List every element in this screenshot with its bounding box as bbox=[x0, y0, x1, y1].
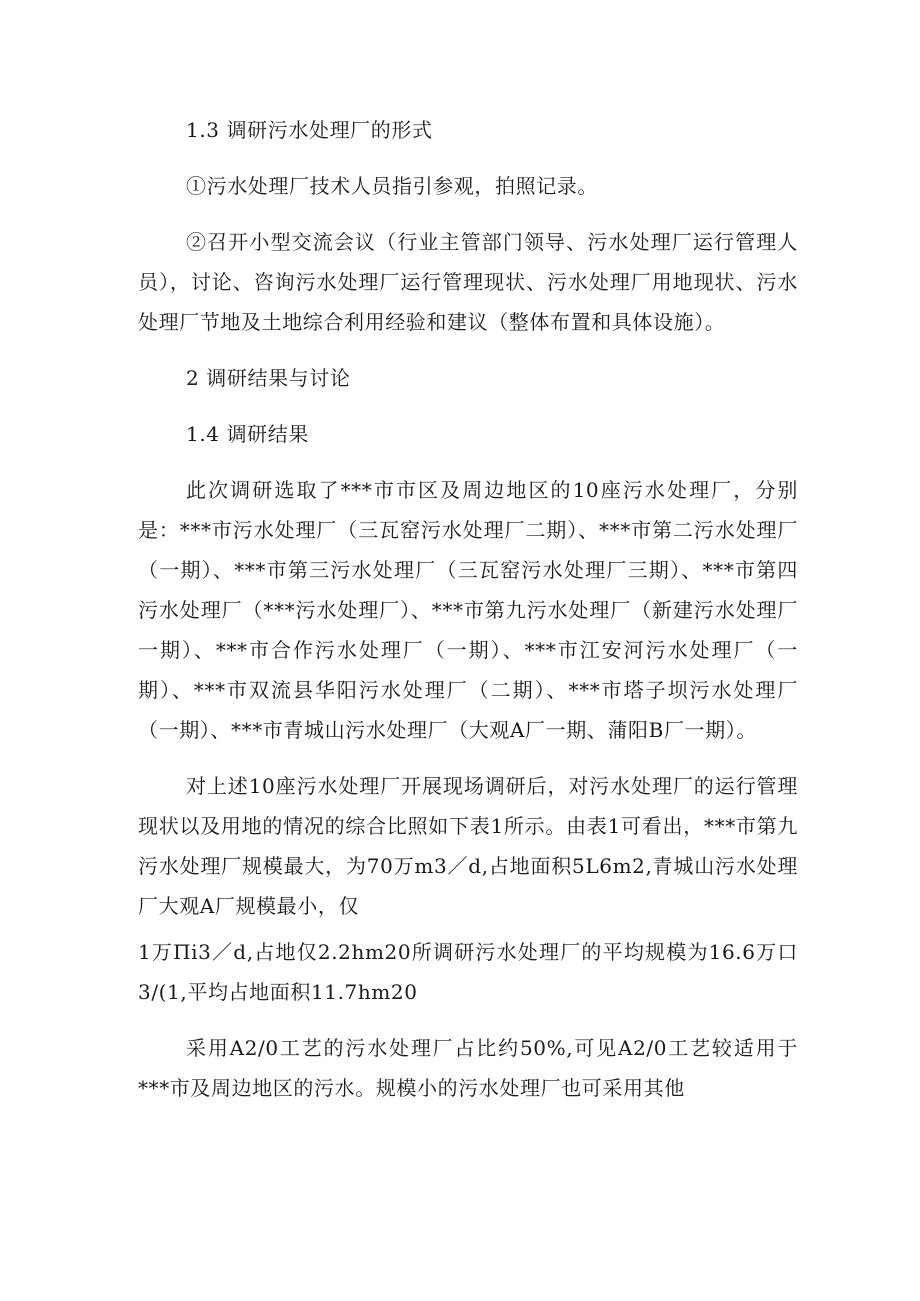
section-heading-1-3: 1.3 调研污水处理厂的形式 bbox=[186, 118, 433, 142]
section-heading-2: 2 调研结果与讨论 bbox=[186, 366, 351, 390]
paragraph-a2o-process: 采用A2/0工艺的污水处理厂占比约50%,可见A2/0工艺较适用于***市及周边地区的污水。规模小的污水处理厂也可采用其他 bbox=[138, 1036, 798, 1100]
section-heading-1-4: 1.4 调研结果 bbox=[186, 422, 309, 446]
paragraph-item-2: ②召开小型交流会议（行业主管部门领导、污水处理厂运行管理人员），讨论、咨询污水处理厂运行管理现状、污水处理厂用地现状、污水处理厂节地及土地综合利用经验和建议（整体布置和具体设施）。 bbox=[138, 230, 798, 334]
paragraph-survey-comparison: 对上述10座污水处理厂开展现场调研后，对污水处理厂的运行管理现状以及用地的情况的综合比照如下表1所示。由表1可看出，***市第九污水处理厂规模最大，为70万m3／d,占地面积5L6m2,青城山污水处理厂大观A厂规模最小，仅 bbox=[138, 774, 798, 918]
paragraph-survey-list: 此次调研选取了***市市区及周边地区的10座污水处理厂，分别是：***市污水处理厂（三瓦窑污水处理厂二期）、***市第二污水处理厂（一期）、***市第三污水处理厂（三瓦窑污水处理厂三期）、***市第四污水处理厂（***污水处理厂）、***市第九污水处理厂（新建污水处理厂一期）、***市合作污水处理厂（一期）、***市江安河污水处理厂（一期）、***市双流县华阳污水处理厂（二期）、***市塔子坝污水处理厂（一期）、***市青城山污水处理厂（大观A厂一期、蒲阳B厂一期）。 bbox=[138, 478, 798, 742]
document-page bbox=[138, 110, 798, 1124]
paragraph-average-scale: 1万Πi3／d,占地仅2.2hm20所调研污水处理厂的平均规模为16.6万口3/(1,平均占地面积11.7hm20 bbox=[138, 940, 798, 1004]
paragraph-item-1: ①污水处理厂技术人员指引参观，拍照记录。 bbox=[186, 174, 598, 198]
